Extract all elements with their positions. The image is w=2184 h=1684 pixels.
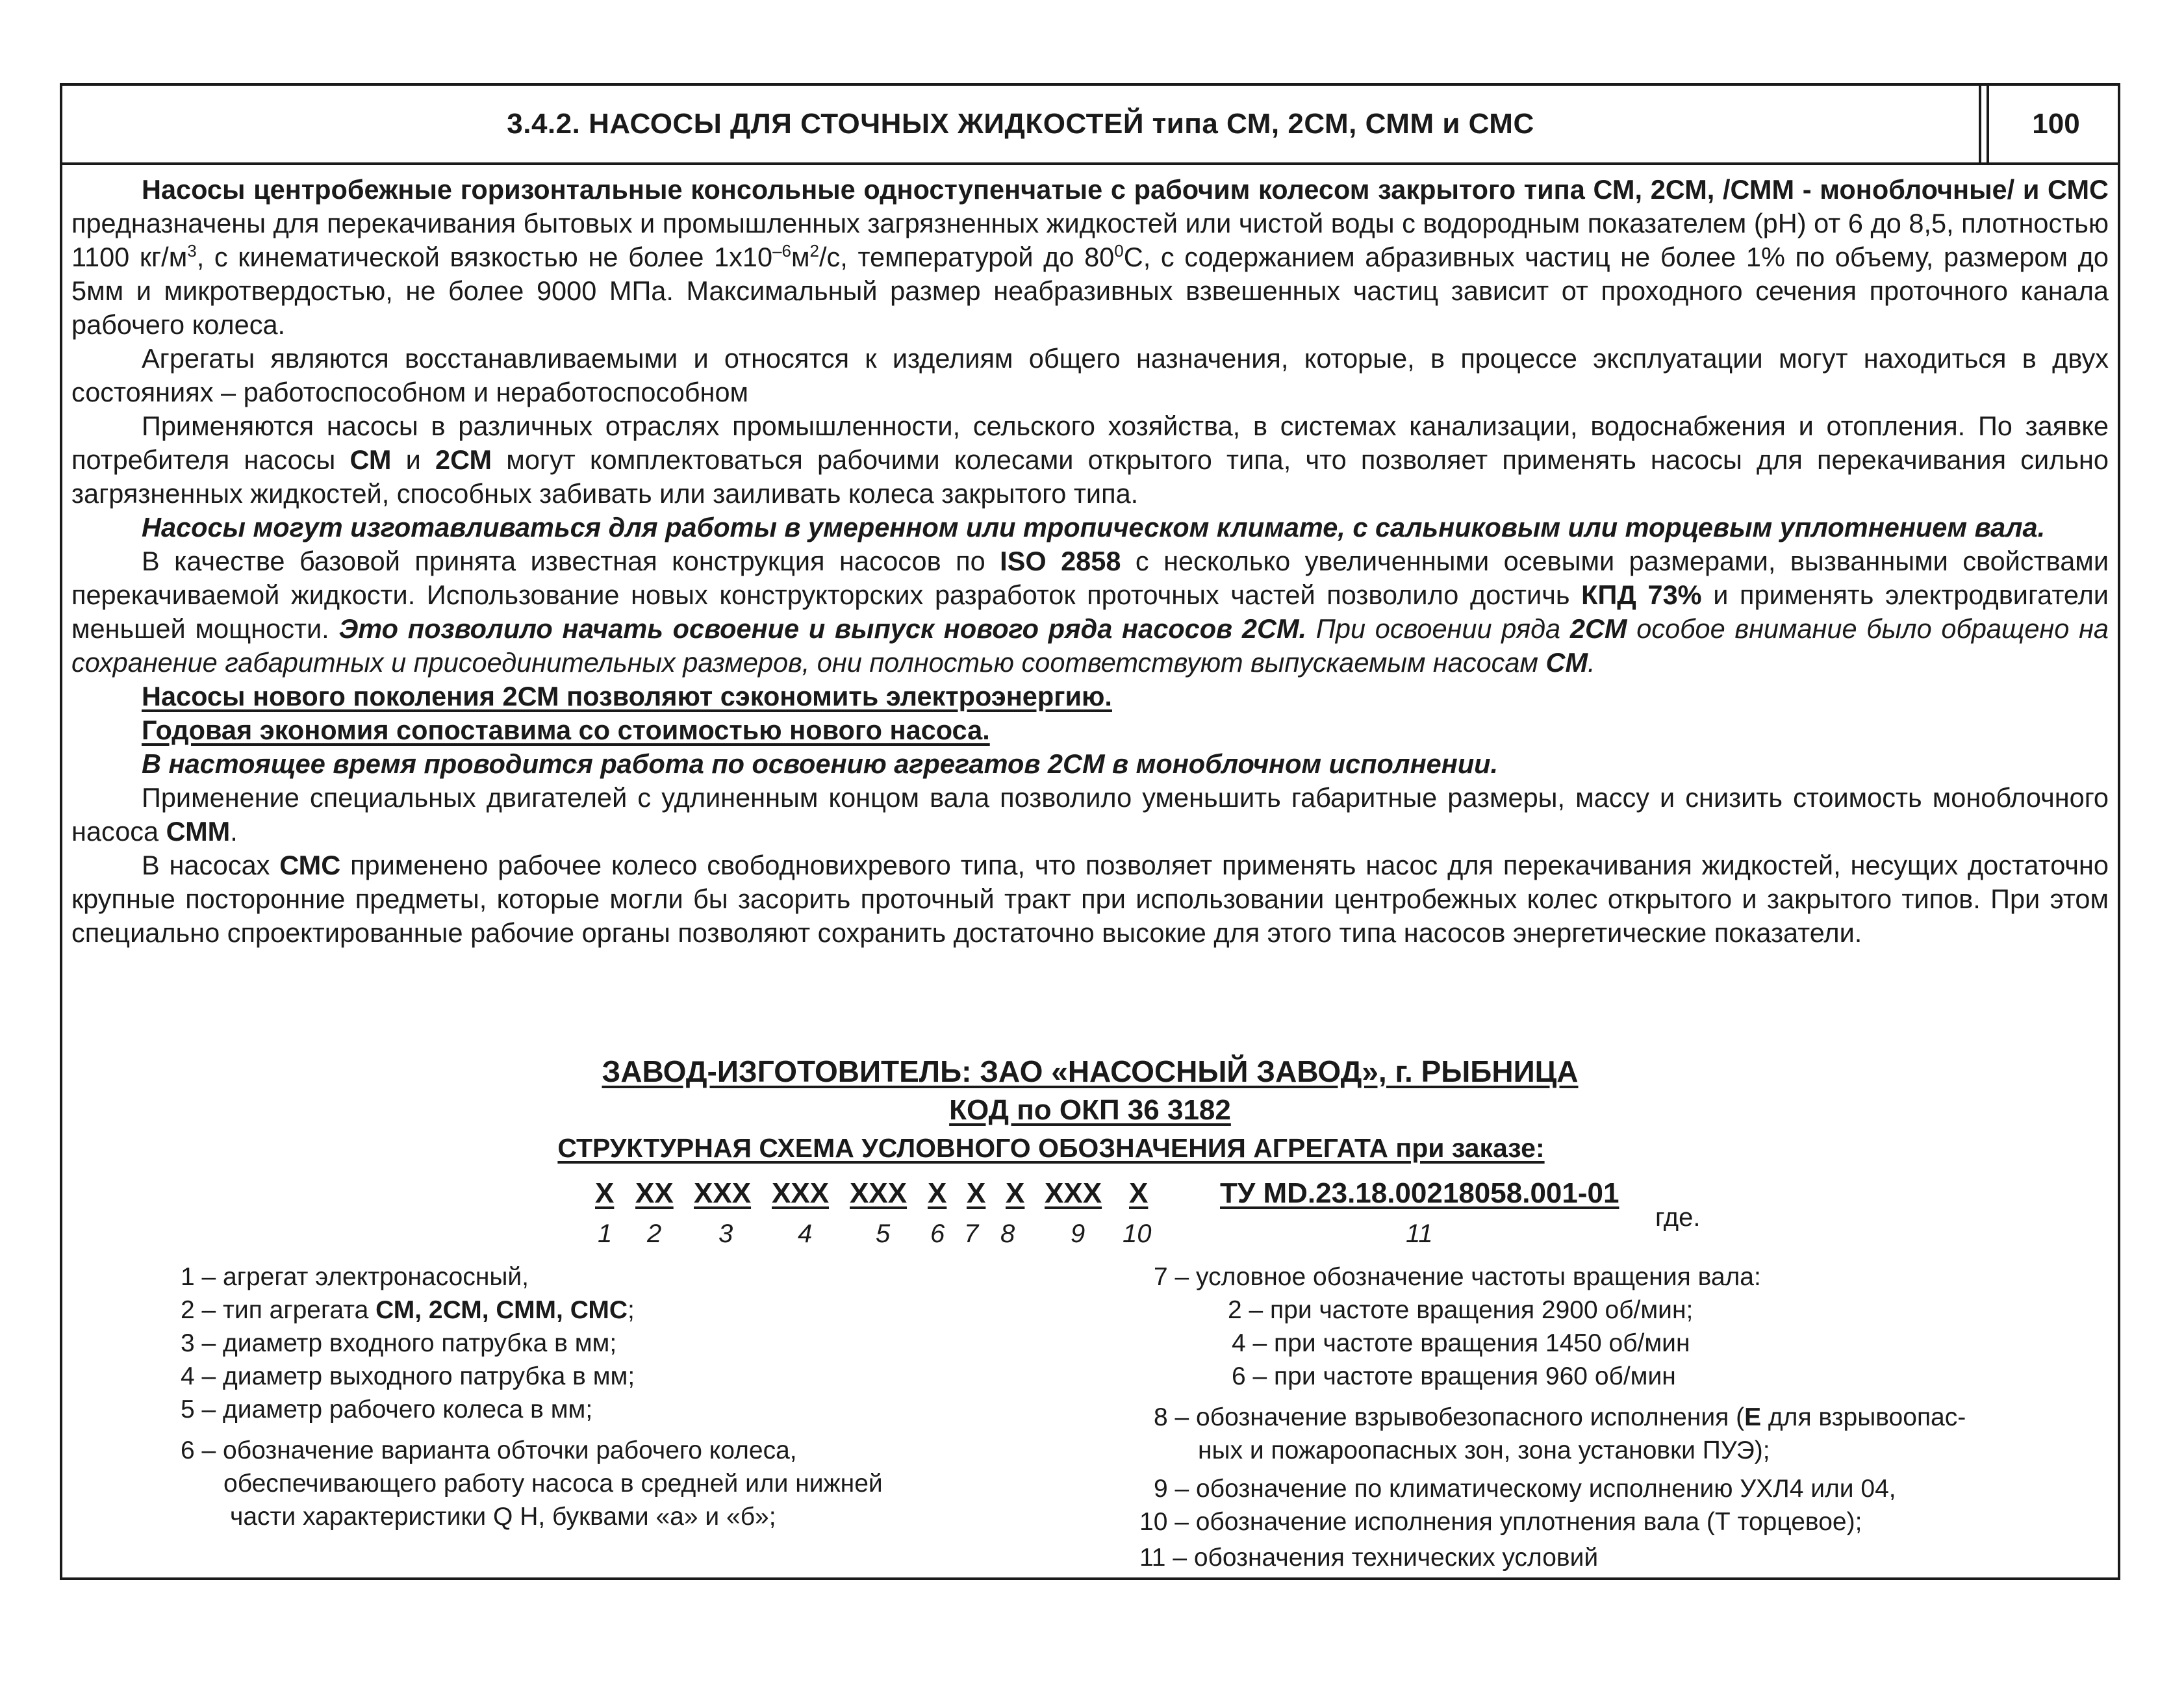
manufacturer-heading: ЗАВОД-ИЗГОТОВИТЕЛЬ: ЗАО «НАСОСНЫЙ ЗАВОД», г. РЫБНИЦА: [602, 1054, 1579, 1088]
code-part-9: XXX: [1045, 1177, 1102, 1209]
paragraph-8: В настоящее время проводится работа по освоению агрегатов 2СМ в моноблочном исполнении.: [142, 748, 1499, 779]
paragraph-9: [71, 781, 2109, 848]
code-part-1: X: [595, 1177, 615, 1209]
p5-bold-italic-3: СМ: [1545, 647, 1588, 678]
p10-text-c: применено рабочее колесо свободновихревого типа, что позволяет применять насос для перекачивания жидкостей, несущих достаточно крупные посторонние предметы, которые могли бы засорить проточный тракт при использовании центробежных колес открытого и закрытого типов. При этом специально спроектированные рабочие органы позволяют сохранить достаточно высокие для этого типа насосов энергетические показатели.: [71, 850, 2109, 948]
legend-item-2-text: 2 – тип агрегата: [181, 1296, 376, 1324]
code-num-6: 6: [930, 1219, 945, 1248]
p9-text-c: .: [230, 816, 238, 847]
p5-bold-italic: Это позволило начать освоение и выпуск нового ряда насосов 2СМ.: [338, 613, 1307, 644]
p5-bold-kpd: КПД 73%: [1581, 580, 1702, 610]
page-frame: [60, 83, 2120, 1580]
legend-item-8-line-2: ных и пожароопасных зон, зона установки ПУЭ);: [1198, 1436, 1770, 1464]
paragraph-3: [71, 409, 2109, 511]
p3-text-d: могут комплектоваться рабочими колесами открытого типа, что позволяет применять насосы для перекачивания сильно загрязненных жидкостей, способных забивать или заиливать колеса закрытого типа.: [71, 444, 2109, 509]
legend-item-6-line-3: части характеристики Q H, буквами «а» и «б»;: [230, 1503, 776, 1531]
p1-text-d: /с, температурой до 80: [819, 242, 1115, 272]
legend-item-8-end: для взрывоопас-: [1761, 1403, 1966, 1431]
legend-right: [1139, 1260, 2128, 1574]
legend-item-3: 3 – диаметр входного патрубка в мм;: [181, 1329, 617, 1357]
section-title: 3.4.2. НАСОСЫ ДЛЯ СТОЧНЫХ ЖИДКОСТЕЙ типа СМ, 2СМ, СММ и СМС: [62, 86, 1981, 162]
legend-item-2: [181, 1294, 1194, 1327]
p3-bold-1: СМ: [349, 444, 392, 475]
legend-left: [181, 1260, 1194, 1533]
code-part-3: XXX: [694, 1177, 752, 1209]
code-num-5: 5: [876, 1219, 891, 1248]
code-part-2: XX: [635, 1177, 674, 1209]
p5-bold-iso: ISO 2858: [1000, 546, 1121, 576]
paragraph-10: [71, 848, 2109, 950]
code-part-5: XXX: [850, 1177, 908, 1209]
p9-text-a: Применение специальных двигателей с удлиненным концом вала позволило уменьшить габаритные размеры, массу и снизить стоимость моноблочного насоса: [71, 782, 2109, 847]
okp-code: КОД по ОКП 36 3182: [949, 1094, 1231, 1126]
code-num-4: 4: [798, 1219, 813, 1248]
p1-text-e: С, с содержанием абразивных частиц не более 1% по объему, размером до 5мм и микротвердостью, не более 9000 МПа. Максимальный размер неабразивных взвешенных частиц зависит от проходного сечения проточного канала рабочего колеса.: [71, 242, 2109, 340]
p10-bold: СМС: [279, 850, 341, 880]
body-text: [71, 173, 2109, 950]
p1-sup-3: 2: [809, 241, 819, 261]
code-num-7: 7: [964, 1219, 979, 1248]
paragraph-1: [71, 173, 2109, 342]
paragraph-2: Агрегаты являются восстанавливаемыми и относятся к изделиям общего назначения, которые, в процессе эксплуатации могут находиться в двух состояниях – работоспособном и неработоспособном: [71, 343, 2109, 407]
code-part-8: X: [1006, 1177, 1025, 1209]
legend-item-8: [1154, 1401, 2128, 1434]
p3-bold-2: 2СМ: [435, 444, 492, 475]
legend-item-6-line-2: обеспечивающего работу насоса в средней или нижней: [223, 1470, 883, 1498]
p5-text-c: с несколько увеличенными осевыми размерами, вызванными свойствами перекачиваемой жидкости. Использование новых конструкторских разработок проточных частей позволило достичь: [71, 546, 2109, 610]
p3-text-a: Применяются насосы в различных отраслях промышленности, сельского хозяйства, в системах канализации, водоснабжения и отопления. По заявке потребителя насосы: [71, 411, 2109, 475]
code-part-10: X: [1129, 1177, 1149, 1209]
legend-item-2-bold: СМ, 2СМ, СММ, СМС: [375, 1296, 628, 1324]
legend-item-10: 10 – обозначение исполнения уплотнения вала (Т торцевое);: [1139, 1508, 1862, 1536]
legend-item-7: 7 – условное обозначение частоты вращения вала:: [1154, 1263, 1761, 1291]
page-header: [62, 86, 2118, 165]
paragraph-5: [71, 544, 2109, 680]
legend-item-11: 11 – обозначения технических условий: [1139, 1544, 1599, 1572]
legend-item-8-bold: Е: [1744, 1403, 1762, 1431]
code-num-10: 10: [1123, 1219, 1152, 1248]
code-part-4: XXX: [772, 1177, 830, 1209]
p9-bold: СММ: [166, 816, 231, 847]
p5-italic-2: особое внимание было обращено на сохранение габаритных и присоединительных размеров, они полностью соответствуют выпускаемым насосам: [71, 613, 2109, 678]
p5-italic-3: .: [1588, 647, 1595, 678]
legend-item-7b: 4 – при частоте вращения 1450 об/мин: [1232, 1329, 1690, 1357]
legend-item-7a: 2 – при частоте вращения 2900 об/мин;: [1228, 1296, 1694, 1324]
p5-bold-italic-2: 2СМ: [1569, 613, 1627, 644]
page-number: 100: [1987, 86, 2123, 162]
code-part-11: ТУ MD.23.18.00218058.001-01: [1220, 1177, 1619, 1209]
code-part-6: X: [928, 1177, 947, 1209]
p10-text-a: В насосах: [142, 850, 280, 880]
p5-text-a: В качестве базовой принята известная конструкция насосов по: [142, 546, 1000, 576]
scheme-title: СТРУКТУРНАЯ СХЕМА УСЛОВНОГО ОБОЗНАЧЕНИЯ АГРЕГАТА при заказе:: [557, 1133, 1545, 1163]
code-num-1: 1: [598, 1219, 613, 1248]
legend-item-6: 6 – обозначение варианта обточки рабочего колеса,: [181, 1436, 797, 1464]
legend-item-5: 5 – диаметр рабочего колеса в мм;: [181, 1396, 593, 1423]
legend-item-4: 4 – диаметр выходного патрубка в мм;: [181, 1362, 635, 1390]
p1-sup-2: –6: [772, 241, 791, 261]
p1-sup-1: 3: [187, 241, 197, 261]
legend-item-2-end: ;: [628, 1296, 635, 1324]
where-label: где.: [1655, 1203, 1701, 1232]
p1-text-b: , с кинематической вязкостью не более 1х10: [196, 242, 773, 272]
p1-bold: Насосы центробежные горизонтальные консольные одноступенчатые с рабочим колесом закрытого типа СМ, 2СМ, /СММ - моноблочные/ и СМС: [142, 174, 2109, 205]
paragraph-6: Насосы нового поколения 2СМ позволяют сэкономить электроэнергию.: [142, 681, 1112, 711]
p3-text-c: и: [391, 444, 436, 475]
p5-text-d: и применять электродвигатели меньшей мощности.: [71, 580, 2109, 644]
code-num-9: 9: [1071, 1219, 1086, 1248]
code-num-2: 2: [647, 1219, 662, 1248]
code-part-7: X: [967, 1177, 986, 1209]
code-num-8: 8: [1000, 1219, 1015, 1248]
legend-item-8-text: 8 – обозначение взрывобезопасного исполнения (: [1154, 1403, 1745, 1431]
legend-item-7c: 6 – при частоте вращения 960 об/мин: [1232, 1362, 1676, 1390]
paragraph-4: Насосы могут изготавливаться для работы в умеренном или тропическом климате, с сальниковым или торцевым уплотнением вала.: [142, 512, 2046, 542]
paragraph-7: Годовая экономия сопоставима со стоимостью нового насоса.: [142, 715, 990, 745]
code-num-3: 3: [718, 1219, 733, 1248]
p1-text-c: м: [791, 242, 810, 272]
p1-text-a: предназначены для перекачивания бытовых и промышленных загрязненных жидкостей или чистой воды с водородным показателем (рН) от 6 до 8,5, плотностью 1100 кг/м: [71, 208, 2109, 272]
p1-sup-4: 0: [1114, 241, 1124, 261]
legend-item-1: 1 – агрегат электронасосный,: [181, 1263, 529, 1291]
p5-italic-1: При освоении ряда: [1306, 613, 1570, 644]
code-num-11: 11: [1406, 1219, 1433, 1248]
legend-item-9: 9 – обозначение по климатическому исполнению УХЛ4 или 04,: [1154, 1475, 1896, 1503]
